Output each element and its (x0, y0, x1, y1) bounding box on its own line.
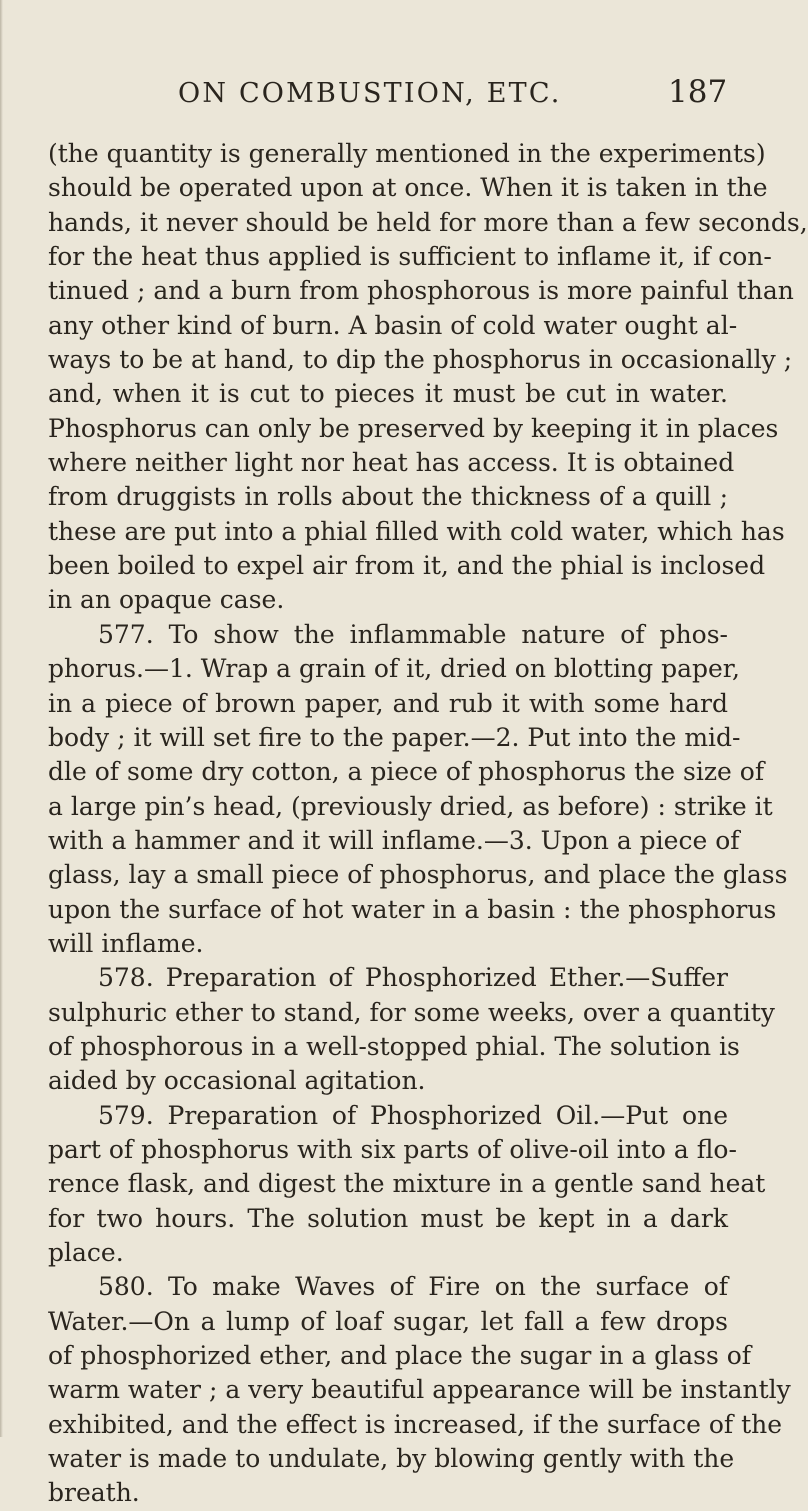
text-line: sulphuric ether to stand, for some weeks, over a quantity (48, 997, 775, 1027)
text-line: a large pin’s head, (previously dried, as before) : strike it (48, 791, 773, 821)
text-line: hands, it never should be held for more than a few seconds, (48, 207, 808, 237)
text-line: with a hammer and it will inflame.—3. Upon a piece of (48, 825, 740, 855)
text-line: any other kind of burn. A basin of cold water ought al- (48, 310, 738, 340)
text-line: glass, lay a small piece of phosphorus, and place the glass (48, 860, 788, 890)
running-head-title: ON COMBUSTION, ETC. (178, 78, 562, 109)
text-line: Water.—On a lump of loaf sugar, let fall a few drops (48, 1306, 728, 1336)
text-line: for the heat thus applied is sufficient to inflame it, if con- (48, 242, 772, 272)
paragraph-end-line: in an opaque case. (48, 585, 285, 615)
text-line: been boiled to expel air from it, and the phial is inclosed (48, 551, 766, 581)
text-line: warm water ; a very beautiful appearance will be instantly (48, 1375, 791, 1405)
section-578-heading-line: 578. Preparation of Phosphorized Ether.—Suffer (98, 963, 728, 993)
paragraph-end-line: breath. (48, 1478, 140, 1508)
running-head (0, 74, 800, 128)
text-line: from druggists in rolls about the thickness of a quill ; (48, 482, 728, 512)
text-line: water is made to undulate, by blowing gently with the (48, 1444, 735, 1474)
text-line: dle of some dry cotton, a piece of phosphorus the size of (48, 757, 765, 787)
body-text (48, 137, 808, 1511)
section-580-heading-line: 580. To make Waves of Fire on the surface of (98, 1272, 728, 1302)
section-579-heading-line: 579. Preparation of Phosphorized Oil.—Put one (98, 1100, 728, 1130)
text-line: (the quantity is generally mentioned in the experiments) (48, 139, 766, 168)
text-line: should be operated upon at once. When it is taken in the (48, 173, 768, 203)
text-line: ways to be at hand, to dip the phosphorus in occasionally ; (48, 345, 793, 375)
page-number: 187 (668, 74, 728, 110)
text-line: rence flask, and digest the mixture in a gentle sand heat (48, 1169, 766, 1199)
text-line: tinued ; and a burn from phosphorous is more painful than (48, 276, 794, 306)
text-line: part of phosphorus with six parts of olive-oil into a flo- (48, 1134, 737, 1164)
paragraph-end-line: will inflame. (48, 928, 204, 958)
paragraph-end-line: aided by occasional agitation. (48, 1066, 426, 1096)
text-line: Phosphorus can only be preserved by keeping it in places (48, 413, 779, 443)
paragraph-end-line: place. (48, 1238, 124, 1267)
page-edge-shadow (0, 0, 3, 1437)
text-line: in a piece of brown paper, and rub it with some hard (48, 688, 728, 718)
text-line: body ; it will set fire to the paper.—2. Put into the mid- (48, 722, 741, 752)
text-line: upon the surface of hot water in a basin : the phosphorus (48, 894, 777, 924)
text-line: where neither light nor heat has access. It is obtained (48, 448, 735, 478)
text-line: for two hours. The solution must be kept in a dark (48, 1203, 728, 1233)
text-line: of phosphorous in a well-stopped phial. The solution is (48, 1031, 740, 1061)
text-line: these are put into a phial filled with cold water, which has (48, 516, 785, 546)
text-line: phorus.—1. Wrap a grain of it, dried on blotting paper, (48, 654, 740, 684)
text-line: of phosphorized ether, and place the sugar in a glass of (48, 1341, 752, 1371)
text-line: and, when it is cut to pieces it must be cut in water. (48, 379, 728, 409)
section-577-heading-line: 577. To show the inflammable nature of phos- (98, 619, 728, 649)
text-line: exhibited, and the effect is increased, if the surface of the (48, 1409, 783, 1439)
